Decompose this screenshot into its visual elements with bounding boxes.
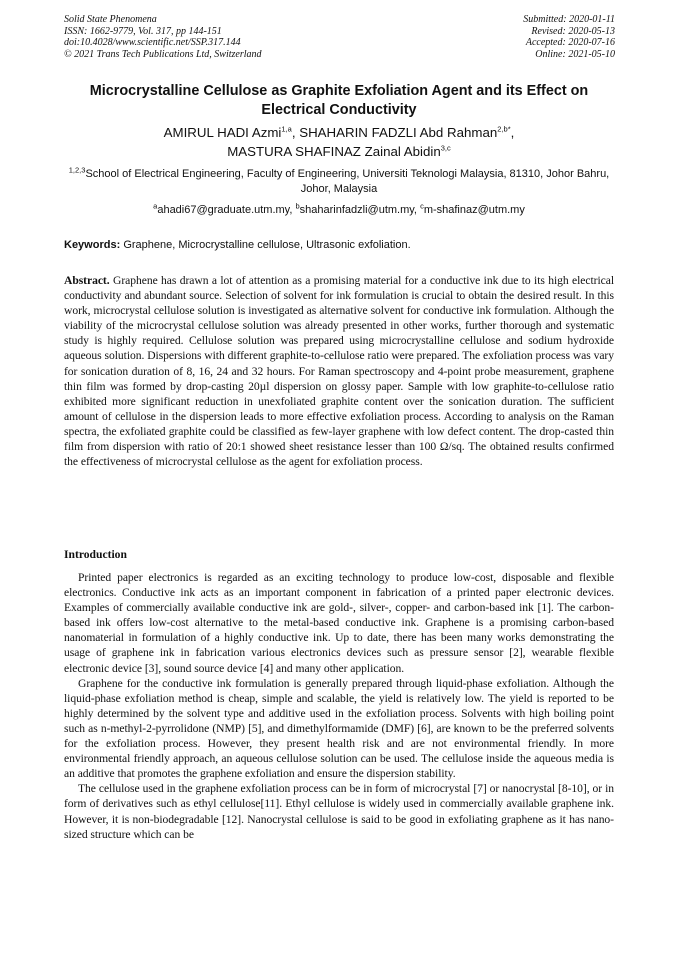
affiliation-text: School of Electrical Engineering, Faculty of Engineering, Universiti Teknologi Malaysia, 81310, Johor Bahru, Johor, Malaysia [85, 168, 610, 195]
author-name: SHAHARIN FADZLI Abd Rahman [299, 125, 498, 140]
author-superscript: 3,c [440, 143, 451, 153]
abstract [64, 273, 614, 469]
journal-info [64, 14, 262, 60]
author-superscript: 2,b* [497, 124, 511, 134]
paragraph: Printed paper electronics is regarded as an exciting technology to produce low-cost, disposable and flexible electronics. Conductive ink acts as an important component in fabrication of a printed paper electronic devices. Examples of commercially available conductive ink are gold-, silver-, copper- and carbon-based ink [1]. The carbon-based ink offers low-cost alternative to the metal-based conductive ink. Graphene is a promising carbon-based nanomaterial in formulation of a highly conductive ink. Up to date, there has been many works demonstrating the usage of graphene ink in fabrication various electronics devices such as pressure sensor [2], wearable flexible electronic device [3], sound source device [4] and many other application. [64, 571, 614, 675]
submitted-date: Submitted: 2020-01-11 [523, 14, 615, 25]
issn-line: ISSN: 1662-9779, Vol. 317, pp 144-151 [64, 25, 222, 37]
copyright-line: © 2021 Trans Tech Publications Ltd, Switzerland [64, 48, 262, 60]
doi-line: doi:10.4028/www.scientific.net/SSP.317.144 [64, 37, 241, 48]
keywords [64, 238, 616, 253]
affiliation-superscript: 1,2,3 [68, 165, 86, 175]
paper-title: Microcrystalline Cellulose as Graphite Exfoliation Agent and its Effect on Electrical Conductivity [89, 83, 589, 118]
author-superscript: 1,a [281, 124, 292, 134]
email-superscript: a [153, 201, 158, 211]
email-address[interactable]: ahadi67@graduate.utm.my, [157, 204, 296, 216]
publication-dates [523, 14, 615, 60]
email-superscript: c [420, 201, 424, 211]
paragraph: Graphene for the conductive ink formulation is generally prepared through liquid-phase exfoliation. Although the liquid-phase exfoliation method is cheap, simple and scalable, the yield is relatively low. The yield is reported to be highly determined by the solvent type and additive used in the exfoliation process. Solvents with high boiling point such as n-methyl-2-pyrrolidone (NMP) [5], and dimethylformamide (DMF) [6], are known to be the preferred solvents for the exfoliation process. However, they present health risk and are not environmental friendly. In more environmental friendly approach, an aqueous cellulose solution can be used. The cellulose inside the aqueous media is an additive that promotes the graphene exfoliation and ensure the dispersion stability. [64, 676, 614, 781]
keywords-label: Keywords: [64, 239, 121, 251]
affiliation [60, 167, 618, 197]
accepted-date: Accepted: 2020-07-16 [525, 37, 615, 48]
author-name: MASTURA SHAFINAZ Zainal Abidin [227, 143, 441, 159]
section-heading-introduction: Introduction [64, 548, 127, 561]
abstract-text: Graphene has drawn a lot of attention as a promising material for a conductive ink due to its high electrical conductivity and abundant source. Selection of solvent for ink formulation is crucial to obtain the desired result. In this work, microcrystal cellulose solution is investigated as alternative solvent for conductive ink formulation. Although the viability of the microcrystal cellulose solution was already presented in other works, further thorough and systematic study is highly required. Cellulose solution was prepared using microcrystalline cellulose and sodium hydroxide aqueous solution. Dispersions with different graphite-to-cellulose ratio were prepared. The exfoliation process was vary for sonication duration of 8, 16, 24 and 32 hours. For Raman spectroscopy and 4-point probe measurement, graphene thin film was formed by drop-casting 20µl dispersion on glossy paper. Sample with low graphite-to-cellulose ratio exhibited more significant reduction in unexfoliated graphite content over the sonication duration. The sufficient amount of cellulose in the dispersion leads to more effective exfoliation process. According to analysis on the Raman spectra, the exfoliated graphite could be classified as few-layer graphene with low defect content. The drop-casted thin film from dispersion with ratio of 20:1 showed sheet resistance lesser than 100 Ω/sq. The obtained results confirmed the effectiveness of microcrystal cellulose as the agent for exfoliation process. [64, 274, 614, 469]
online-date: Online: 2021-05-10 [535, 48, 615, 60]
revised-date: Revised: 2020-05-13 [531, 25, 615, 37]
author-list: AMIRUL HADI Azmi$^{1,a}$, SHAHARIN FADZLI Abd Rahman$^{2,b*}$, MASTURA SHAFINAZ Zainal Abidin$^{3,c}$ [163, 124, 515, 159]
paragraph: The cellulose used in the graphene exfoliation process can be in form of microcrystal [7] or nanocrystal [8-10], or in form of derivatives such as ethyl cellulose[11]. Ethyl cellulose is widely used in commercially available graphene ink. However, it is non-biodegradable [12]. Nanocrystal cellulose is said to be good in exfoliating graphene as it has nano-sized structure which can be [64, 782, 614, 841]
author-name: AMIRUL HADI Azmi [163, 125, 282, 140]
email-superscript: b [295, 201, 300, 211]
journal-name: Solid State Phenomena [64, 14, 157, 25]
keywords-text: Graphene, Microcrystalline cellulose, Ultrasonic exfoliation. [123, 239, 411, 251]
email-address[interactable]: m-shafinaz@utm.my [423, 204, 525, 216]
introduction-body [64, 570, 614, 842]
abstract-label: Abstract. [64, 274, 110, 287]
email-address[interactable]: shaharinfadzli@utm.my, [299, 204, 421, 216]
author-emails [60, 203, 618, 218]
